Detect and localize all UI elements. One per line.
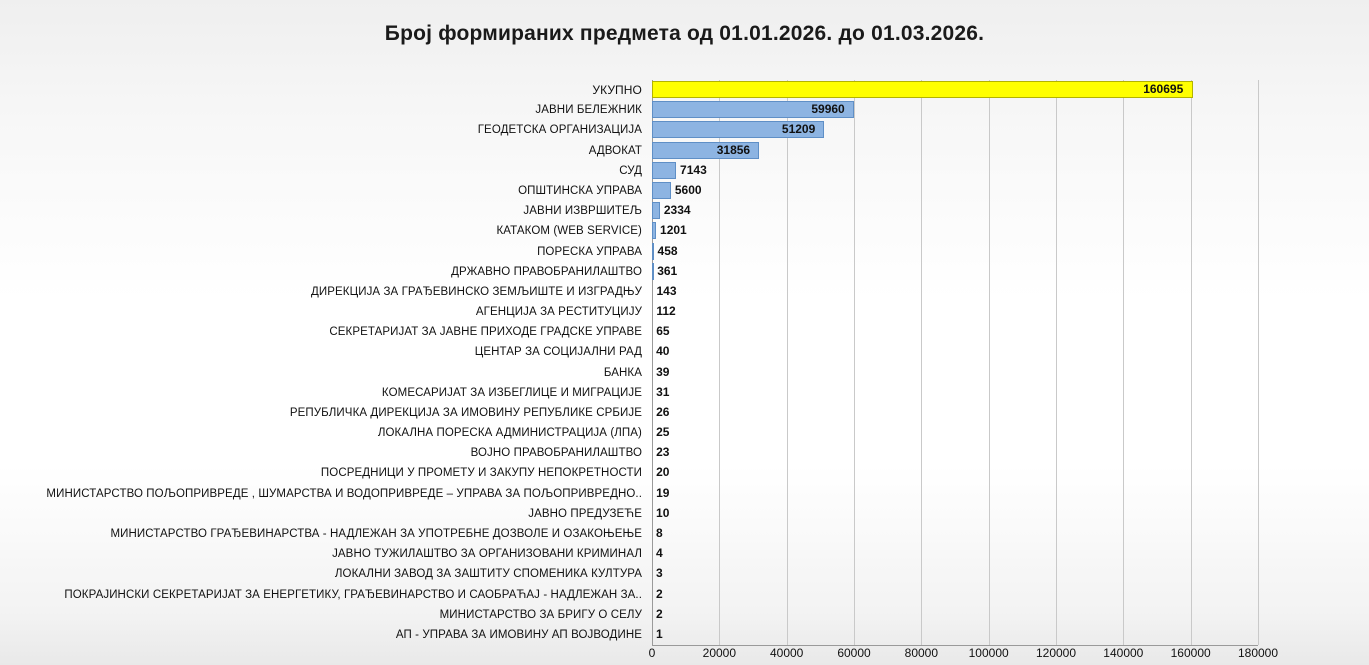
category-label: ЈАВНО ТУЖИЛАШТВО ЗА ОРГАНИЗОВАНИ КРИМИНАЛ: [332, 548, 642, 561]
bar-value-label: 25: [656, 425, 670, 440]
bar-value-label: 4: [656, 546, 663, 561]
category-label: ВОЈНО ПРАВОБРАНИЛАШТВО: [470, 447, 642, 460]
bar-value-label: 160695: [1143, 82, 1184, 97]
bar-row: [652, 141, 1258, 161]
bar-value-label: 2334: [663, 203, 691, 218]
category-label: ЈАВНИ ИЗВРШИТЕЉ: [523, 205, 642, 218]
category-label: ПОРЕСКА УПРАВА: [537, 245, 642, 258]
bar-value-label: 5600: [674, 182, 702, 197]
bar-row: [652, 221, 1258, 241]
bar-row: [652, 80, 1258, 100]
category-label: ЛОКАЛНИ ЗАВОД ЗА ЗАШТИТУ СПОМЕНИКА КУЛТУРА: [334, 568, 642, 581]
bar-row: [652, 342, 1258, 362]
bar-row: [652, 564, 1258, 584]
bar-value-label: 2: [656, 606, 663, 621]
bar-row: [652, 605, 1258, 625]
bar-value-label: 10: [656, 505, 670, 520]
bar: [652, 263, 654, 280]
bar: [652, 202, 660, 219]
bar-value-label: 2: [656, 586, 663, 601]
bar-row: [652, 423, 1258, 443]
bar-rows: [652, 80, 1258, 645]
bar-row: [652, 201, 1258, 221]
x-tick-label: 100000: [968, 646, 1009, 660]
bar-row: [652, 625, 1258, 645]
x-tick-label: 20000: [702, 646, 737, 660]
bar-row: [652, 282, 1258, 302]
category-label: МИНИСТАРСТВО ГРАЂЕВИНАРСТВА - НАДЛЕЖАН ЗА УПОТРЕБНЕ ДОЗВОЛЕ И ОЗАКОЊЕЊЕ: [110, 528, 642, 541]
bar-value-label: 51209: [781, 122, 816, 137]
category-label: ГЕОДЕТСКА ОРГАНИЗАЦИЈА: [477, 124, 642, 137]
bar: [652, 243, 654, 260]
x-tick-label: 80000: [904, 646, 939, 660]
bar-row: [652, 443, 1258, 463]
bar-row: [652, 302, 1258, 322]
category-label: РЕПУБЛИЧКА ДИРЕКЦИЈА ЗА ИМОВИНУ РЕПУБЛИКЕ СРБИЈЕ: [289, 406, 642, 419]
category-axis-labels: [0, 80, 648, 645]
category-label: ДИРЕКЦИЈА ЗА ГРАЂЕВИНСКО ЗЕМЉИШТЕ И ИЗГРАДЊУ: [311, 285, 642, 298]
bar-value-label: 1201: [660, 223, 687, 238]
bar-row: [652, 161, 1258, 181]
category-label: УКУПНО: [592, 83, 642, 98]
bar-row: [652, 363, 1258, 383]
bar: [652, 162, 676, 179]
bar-value-label: 59960: [811, 102, 845, 117]
category-label: ПОКРАЈИНСКИ СЕКРЕТАРИЈАТ ЗА ЕНЕРГЕТИКУ, ГРАЂЕВИНАРСТВО И САОБРАЋАЈ - НАДЛЕЖАН ЗА..: [64, 588, 642, 601]
category-label: СУД: [619, 164, 642, 177]
x-tick-label: 0: [648, 646, 656, 660]
category-label: АП - УПРАВА ЗА ИМОВИНУ АП ВОЈВОДИНЕ: [395, 628, 642, 641]
x-tick-label: 160000: [1170, 646, 1211, 660]
category-label: ДРЖАВНО ПРАВОБРАНИЛАШТВО: [451, 265, 642, 278]
bar-value-label: 458: [657, 243, 678, 258]
plot-area: [652, 80, 1258, 645]
category-label: ЈАВНИ БЕЛЕЖНИК: [535, 104, 642, 117]
bar: [652, 182, 671, 199]
category-label: СЕКРЕТАРИЈАТ ЗА ЈАВНЕ ПРИХОДЕ ГРАДСКЕ УПРАВЕ: [329, 326, 642, 339]
category-label: АДВОКАТ: [588, 144, 642, 157]
bar-value-label: 39: [656, 364, 670, 379]
category-label: ПОСРЕДНИЦИ У ПРОМЕТУ И ЗАКУПУ НЕПОКРЕТНОСТИ: [320, 467, 642, 480]
bar-row: [652, 242, 1258, 262]
bar-row: [652, 504, 1258, 524]
category-label: АГЕНЦИЈА ЗА РЕСТИТУЦИЈУ: [475, 306, 642, 319]
bar-value-label: 8: [656, 526, 663, 541]
bar-value-label: 112: [656, 304, 676, 319]
gridline: [1258, 80, 1259, 645]
category-label: ЛОКАЛНА ПОРЕСКА АДМИНИСТРАЦИЈА (ЛПА): [377, 427, 642, 440]
bar-value-label: 361: [657, 263, 678, 278]
bar-row: [652, 403, 1258, 423]
bar-row: [652, 181, 1258, 201]
category-label: КАТАКОМ (WEB SERVICE): [496, 225, 642, 238]
bar-value-label: 1: [656, 626, 663, 641]
bar-row: [652, 120, 1258, 140]
category-label: КОМЕСАРИЈАТ ЗА ИЗБЕГЛИЦЕ И МИГРАЦИЈЕ: [381, 386, 642, 399]
bar-row: [652, 100, 1258, 120]
bar-value-label: 31856: [716, 142, 751, 157]
x-tick-label: 60000: [837, 646, 871, 660]
bar-row: [652, 524, 1258, 544]
bar-value-label: 3: [656, 566, 663, 581]
bar-total: [652, 81, 1193, 98]
bar-row: [652, 322, 1258, 342]
bar-value-label: 40: [656, 344, 670, 359]
x-tick-label: 40000: [769, 646, 804, 660]
bar-value-label: 20: [656, 465, 670, 480]
bar-row: [652, 463, 1258, 483]
chart-title: Број формираних предмета од 01.01.2026. до 01.03.2026.: [384, 22, 985, 45]
bar-value-label: 65: [656, 324, 670, 339]
bar: [652, 222, 656, 239]
bar-row: [652, 585, 1258, 605]
bar-value-label: 31: [656, 384, 670, 399]
bar-value-label: 23: [656, 445, 670, 460]
category-label: БАНКА: [603, 366, 642, 379]
category-label: ЈАВНО ПРЕДУЗЕЋЕ: [528, 507, 642, 520]
bar-row: [652, 262, 1258, 282]
bar-row: [652, 484, 1258, 504]
x-tick-label: 140000: [1103, 646, 1144, 660]
bar-row: [652, 383, 1258, 403]
bar-row: [652, 544, 1258, 564]
x-tick-label: 120000: [1035, 646, 1077, 660]
category-label: МИНИСТАРСТВО ПОЉОПРИВРЕДЕ , ШУМАРСТВА И ВОДОПРИВРЕДЕ – УПРАВА ЗА ПОЉОПРИВРЕДНО..: [46, 487, 642, 500]
bar-value-label: 19: [656, 485, 670, 500]
bar-value-label: 26: [656, 404, 670, 419]
bar-value-label: 7143: [680, 162, 707, 177]
category-label: МИНИСТАРСТВО ЗА БРИГУ О СЕЛУ: [439, 608, 642, 621]
category-label: ОПШТИНСКА УПРАВА: [518, 184, 642, 197]
bar-value-label: 143: [656, 283, 677, 298]
x-tick-label: 180000: [1237, 646, 1279, 660]
x-axis-tick-labels: [648, 646, 1279, 664]
category-label: ЦЕНТАР ЗА СОЦИЈАЛНИ РАД: [474, 346, 642, 359]
